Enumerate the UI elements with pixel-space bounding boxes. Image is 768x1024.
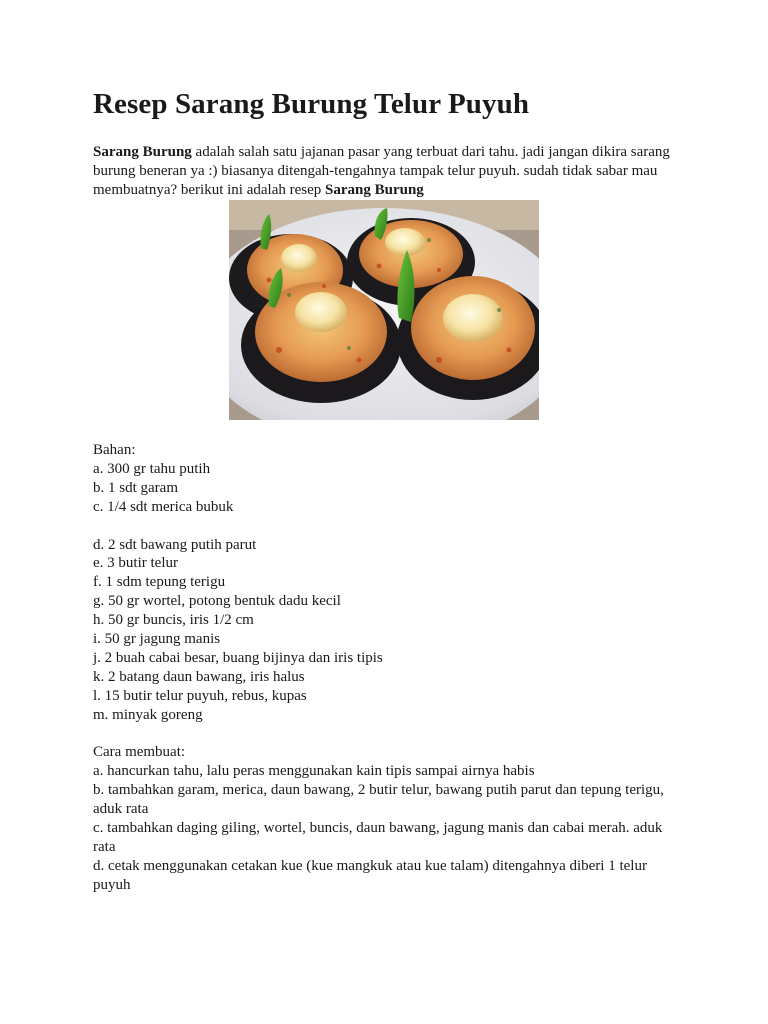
sarang-burung-photo [229,200,539,420]
step-item: a. hancurkan tahu, lalu peras menggunakan kain tipis sampai airnya habis [93,763,535,780]
ingredient-item: f. 1 sdm tepung terigu [93,574,226,591]
intro-paragraph [93,143,683,200]
recipe-photo [229,200,539,420]
step-item: b. tambahkan garam, merica, daun bawang, 2 butir telur, bawang putih parut dan tepung terigu, aduk rata [93,782,664,818]
recipe-title: Resep Sarang Burung Telur Puyuh [93,88,530,120]
intro-text: adalah salah satu jajanan pasar yang terbuat dari tahu. jadi jangan dikira sarang burung beneran ya :) biasanya ditengah-tengahnya tampak telur puyuh. sudah tidak sabar mau membuatnya? berikut ini adalah resep [93,144,670,198]
document-page [93,86,683,895]
step-item: d. cetak menggunakan cetakan kue (kue mangkuk atau kue talam) ditengahnya diberi 1 telur puyuh [93,857,647,893]
ingredient-item: e. 3 butir telur [93,555,178,572]
step-item: c. tambahkan daging giling, wortel, buncis, daun bawang, jagung manis dan cabai merah. aduk rata [93,820,663,855]
ingredient-item: j. 2 buah cabai besar, buang bijinya dan iris tipis [93,649,383,666]
bahan-heading: Bahan: [93,442,136,458]
ingredient-item: i. 50 gr jagung manis [93,631,221,648]
intro-bold-lead: Sarang Burung [93,144,192,160]
intro-bold-tail: Sarang Burung [325,182,424,198]
ingredient-item: l. 15 butir telur puyuh, rebus, kupas [93,687,307,704]
ingredient-item: b. 1 sdt garam [93,479,178,496]
ingredient-item: g. 50 gr wortel, potong bentuk dadu kecil [93,593,341,610]
spacer [93,517,683,536]
bahan-section [93,441,683,725]
ingredient-item: k. 2 batang daun bawang, iris halus [93,668,305,685]
ingredient-item: c. 1/4 sdt merica bubuk [93,498,234,515]
spacer [93,725,683,744]
cara-heading: Cara membuat: [93,744,186,761]
ingredient-item: m. minyak goreng [93,706,203,723]
ingredient-item: h. 50 gr buncis, iris 1/2 cm [93,612,254,629]
ingredient-item: a. 300 gr tahu putih [93,460,211,477]
cara-section [93,725,683,895]
ingredient-item: d. 2 sdt bawang putih parut [93,536,257,553]
